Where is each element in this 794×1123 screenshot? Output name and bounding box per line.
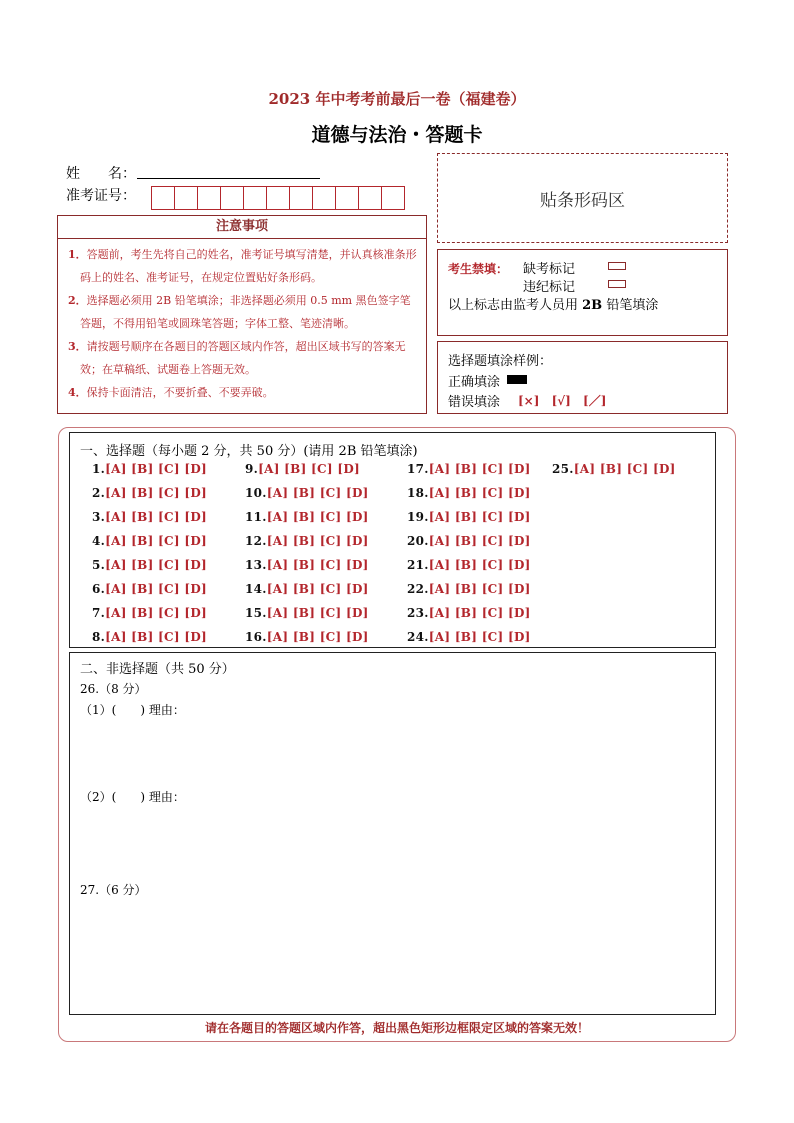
open-heading: 二、非选择题（共 50 分） bbox=[80, 662, 235, 677]
answer-options[interactable]: [A] [B] [C] [D] bbox=[428, 462, 531, 476]
choice-question[interactable] bbox=[407, 486, 531, 500]
notice-item: 2．选择题必须用 2B 铅笔填涂；非选择题必须用 0.5 mm 黑色签字笔答题，不得用铅笔或圆珠笔答题；字体工整、笔迹清晰。 bbox=[68, 294, 411, 330]
name-label: 姓 名： bbox=[66, 166, 136, 182]
violation-label: 违纪标记 bbox=[523, 280, 576, 295]
answer-options[interactable]: [A] [B] [C] [D] bbox=[105, 486, 208, 500]
name-field[interactable] bbox=[137, 178, 320, 179]
question-number: 11. bbox=[245, 510, 267, 524]
exam-number-cell[interactable] bbox=[381, 186, 405, 210]
choice-question[interactable] bbox=[245, 558, 369, 572]
choice-question[interactable] bbox=[407, 630, 531, 644]
question-number: 7. bbox=[92, 606, 106, 620]
question-number: 20. bbox=[407, 534, 429, 548]
question-number: 12. bbox=[245, 534, 267, 548]
exam-number-cell[interactable] bbox=[243, 186, 267, 210]
question-number: 3. bbox=[92, 510, 106, 524]
exam-number-cell[interactable] bbox=[289, 186, 313, 210]
choice-question[interactable] bbox=[92, 486, 207, 500]
choice-question[interactable] bbox=[92, 606, 207, 620]
answer-options[interactable]: [A] [B] [C] [D] bbox=[428, 630, 531, 644]
question-number: 17. bbox=[407, 462, 429, 476]
correct-fill-sample bbox=[507, 375, 527, 384]
choice-question[interactable] bbox=[407, 534, 531, 548]
answer-options[interactable]: [A] [B] [C] [D] bbox=[105, 462, 208, 476]
choice-question[interactable] bbox=[407, 462, 531, 476]
question-number: 13. bbox=[245, 558, 267, 572]
question-number: 8. bbox=[92, 630, 106, 644]
fill-sample-box bbox=[437, 341, 728, 414]
choice-question[interactable] bbox=[92, 534, 207, 548]
answer-options[interactable]: [A] [B] [C] [D] bbox=[105, 630, 208, 644]
answer-options[interactable]: [A] [B] [C] [D] bbox=[105, 606, 208, 620]
choice-question[interactable] bbox=[245, 582, 369, 596]
notice-title: 注意事项 bbox=[58, 216, 426, 239]
absent-mark[interactable] bbox=[608, 262, 626, 270]
answer-options[interactable]: [A] [B] [C] [D] bbox=[573, 462, 676, 476]
answer-options[interactable]: [A] [B] [C] [D] bbox=[266, 558, 369, 572]
choice-question[interactable] bbox=[92, 630, 207, 644]
question-number: 24. bbox=[407, 630, 429, 644]
choice-question[interactable] bbox=[92, 462, 207, 476]
choice-question[interactable] bbox=[407, 558, 531, 572]
answer-options[interactable]: [A] [B] [C] [D] bbox=[266, 630, 369, 644]
exam-number-cell[interactable] bbox=[197, 186, 221, 210]
wrong-label: 错误填涂 bbox=[448, 395, 501, 410]
question-number: 25. bbox=[552, 462, 574, 476]
answer-options[interactable]: [A] [B] [C] [D] bbox=[428, 486, 531, 500]
question-number: 5. bbox=[92, 558, 106, 572]
violation-mark[interactable] bbox=[608, 280, 626, 288]
sample-title: 选择题填涂样例： bbox=[448, 354, 553, 369]
answer-options[interactable]: [A] [B] [C] [D] bbox=[428, 534, 531, 548]
question-number: 19. bbox=[407, 510, 429, 524]
question-26-heading: 26.（8 分） bbox=[80, 682, 147, 696]
notice-item: 3．请按题号顺序在各题目的答题区域内作答，超出区域书写的答案无效；在草稿纸、试题卷上答题无效。 bbox=[68, 340, 406, 376]
footer-warning: 请在各题目的答题区域内作答，超出黑色矩形边框限定区域的答案无效！ bbox=[204, 1021, 589, 1035]
exam-number-cell[interactable] bbox=[335, 186, 359, 210]
answer-options[interactable]: [A] [B] [C] [D] bbox=[266, 606, 369, 620]
choice-question[interactable] bbox=[552, 462, 676, 476]
answer-options[interactable]: [A] [B] [C] [D] bbox=[266, 534, 369, 548]
choice-question[interactable] bbox=[245, 534, 369, 548]
barcode-label: 贴条形码区 bbox=[540, 190, 625, 211]
wrong-fill-samples: [×] [√] [／] bbox=[518, 394, 607, 408]
choice-question[interactable] bbox=[245, 606, 369, 620]
answer-options[interactable]: [A] [B] [C] [D] bbox=[428, 606, 531, 620]
choice-heading: 一、选择题（每小题 2 分，共 50 分）(请用 2B 铅笔填涂) bbox=[80, 444, 418, 459]
correct-label: 正确填涂 bbox=[448, 375, 501, 390]
question-number: 4. bbox=[92, 534, 106, 548]
notice-item: 1．答题前，考生先将自己的姓名，准考证号填写清楚，并认真核准条形码上的姓名、准考证号，在规定位置贴好条形码。 bbox=[68, 248, 417, 284]
answer-options[interactable]: [A] [B] [C] [D] bbox=[105, 510, 208, 524]
notice-list bbox=[58, 239, 426, 404]
question-26-1[interactable]: （1）( ) 理由： bbox=[80, 703, 185, 717]
question-number: 16. bbox=[245, 630, 267, 644]
answer-options[interactable]: [A] [B] [C] [D] bbox=[266, 486, 369, 500]
exam-number-cell[interactable] bbox=[358, 186, 382, 210]
question-number: 6. bbox=[92, 582, 106, 596]
question-number: 15. bbox=[245, 606, 267, 620]
choice-question[interactable] bbox=[92, 558, 207, 572]
card-subtitle: 道德与法治・答题卡 bbox=[311, 124, 483, 146]
choice-question[interactable] bbox=[407, 582, 531, 596]
answer-options[interactable]: [A] [B] [C] [D] bbox=[428, 582, 531, 596]
choice-question[interactable] bbox=[92, 510, 207, 524]
answer-options[interactable]: [A] [B] [C] [D] bbox=[258, 462, 361, 476]
answer-options[interactable]: [A] [B] [C] [D] bbox=[266, 510, 369, 524]
choice-question[interactable] bbox=[245, 486, 369, 500]
exam-number-label: 准考证号： bbox=[66, 188, 136, 204]
barcode-area bbox=[437, 153, 728, 243]
question-number: 1. bbox=[92, 462, 106, 476]
absent-label: 缺考标记 bbox=[523, 262, 576, 277]
question-number: 14. bbox=[245, 582, 267, 596]
answer-options[interactable]: [A] [B] [C] [D] bbox=[105, 582, 208, 596]
proctor-mark-box bbox=[437, 249, 728, 336]
card-title: 2023 年中考考前最后一卷（福建卷） bbox=[268, 90, 526, 108]
answer-options[interactable]: [A] [B] [C] [D] bbox=[428, 558, 531, 572]
forbid-label: 考生禁填： bbox=[448, 262, 509, 276]
question-number: 22. bbox=[407, 582, 429, 596]
choice-question[interactable] bbox=[407, 606, 531, 620]
question-27-heading[interactable]: 27.（6 分） bbox=[80, 883, 147, 897]
exam-number-cell[interactable] bbox=[312, 186, 336, 210]
forbid-note: 以上标志由监考人员用 2B 铅笔填涂 bbox=[448, 298, 659, 313]
notice-item: 4．保持卡面清洁，不要折叠、不要弄破。 bbox=[68, 386, 274, 399]
choice-question[interactable] bbox=[245, 510, 369, 524]
question-number: 2. bbox=[92, 486, 106, 500]
notice-box bbox=[57, 215, 427, 414]
exam-number-cell[interactable] bbox=[220, 186, 244, 210]
question-number: 23. bbox=[407, 606, 429, 620]
question-number: 18. bbox=[407, 486, 429, 500]
question-number: 21. bbox=[407, 558, 429, 572]
answer-options[interactable]: [A] [B] [C] [D] bbox=[428, 510, 531, 524]
exam-number-field[interactable] bbox=[151, 186, 404, 210]
question-26-2[interactable]: （2）( ) 理由： bbox=[80, 790, 185, 804]
answer-options[interactable]: [A] [B] [C] [D] bbox=[266, 582, 369, 596]
answer-options[interactable]: [A] [B] [C] [D] bbox=[105, 558, 208, 572]
question-number: 9. bbox=[245, 462, 259, 476]
choice-question[interactable] bbox=[245, 462, 360, 476]
choice-question[interactable] bbox=[92, 582, 207, 596]
choice-question[interactable] bbox=[245, 630, 369, 644]
exam-number-cell[interactable] bbox=[266, 186, 290, 210]
exam-number-cell[interactable] bbox=[174, 186, 198, 210]
exam-number-cell[interactable] bbox=[151, 186, 175, 210]
choice-question[interactable] bbox=[407, 510, 531, 524]
question-number: 10. bbox=[245, 486, 267, 500]
answer-options[interactable]: [A] [B] [C] [D] bbox=[105, 534, 208, 548]
